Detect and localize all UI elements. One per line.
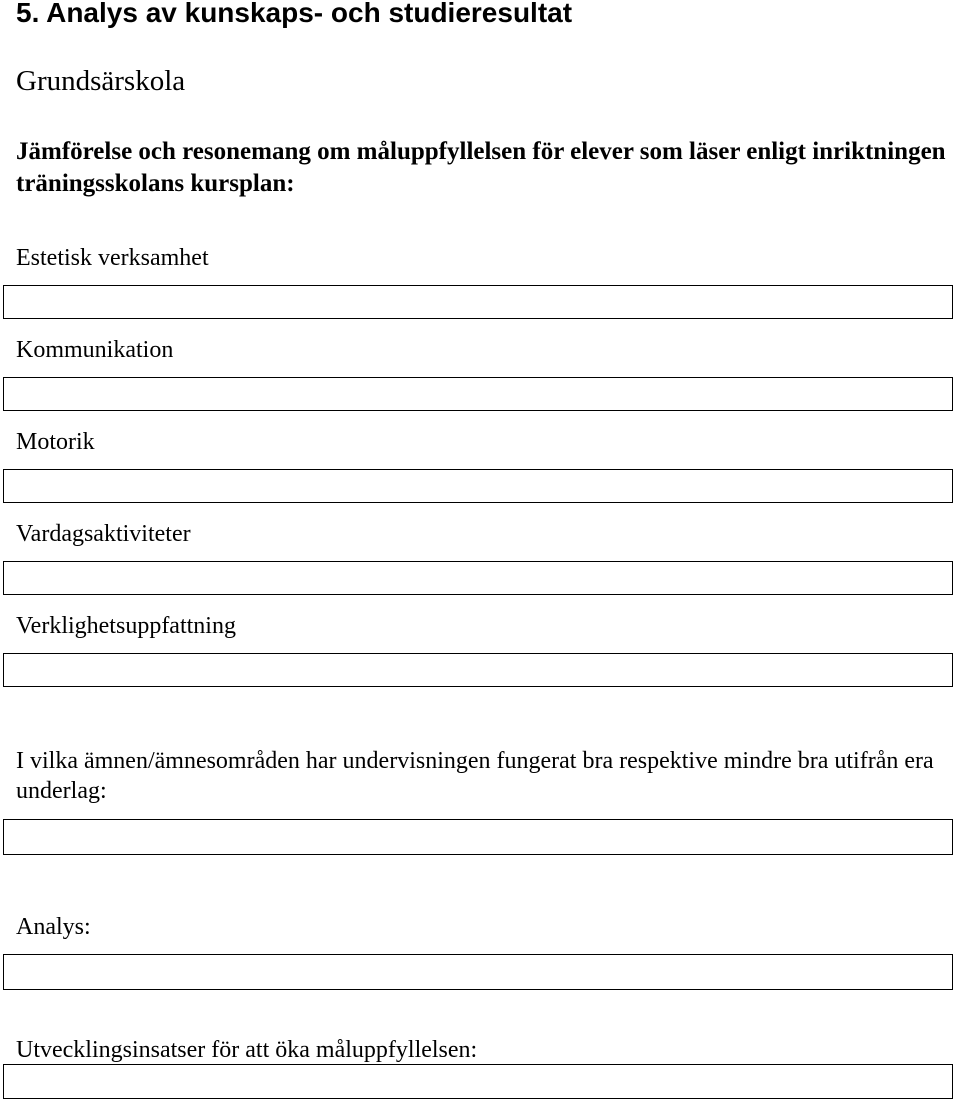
intro-question: Jämförelse och resonemang om måluppfyllelsen för elever som läser enligt inriktningen träningsskolans kursplan:: [16, 138, 946, 197]
motorik-label: Motorik: [16, 429, 95, 455]
kommunikation-field[interactable]: [3, 377, 953, 411]
vardagsaktiviteter-field[interactable]: [3, 561, 953, 595]
school-type-heading: Grundsärskola: [16, 65, 186, 97]
section-heading: 5. Analys av kunskaps- och studieresultat: [16, 0, 573, 28]
analys-label: Analys:: [16, 914, 91, 940]
utvecklingsinsatser-field[interactable]: [3, 1064, 953, 1099]
verklighetsuppfattning-label: Verklighetsuppfattning: [16, 613, 236, 639]
estetisk-field[interactable]: [3, 285, 953, 319]
teaching-field[interactable]: [3, 819, 953, 855]
kommunikation-label: Kommunikation: [16, 337, 174, 363]
analys-field[interactable]: [3, 954, 953, 990]
estetisk-label: Estetisk verksamhet: [16, 245, 209, 271]
utvecklingsinsatser-label: Utvecklingsinsatser för att öka måluppfyllelsen:: [16, 1037, 478, 1063]
verklighetsuppfattning-field[interactable]: [3, 653, 953, 687]
motorik-field[interactable]: [3, 469, 953, 503]
teaching-question: I vilka ämnen/ämnesområden har undervisningen fungerat bra respektive mindre bra utifrån era underlag:: [16, 748, 934, 804]
vardagsaktiviteter-label: Vardagsaktiviteter: [16, 521, 191, 547]
